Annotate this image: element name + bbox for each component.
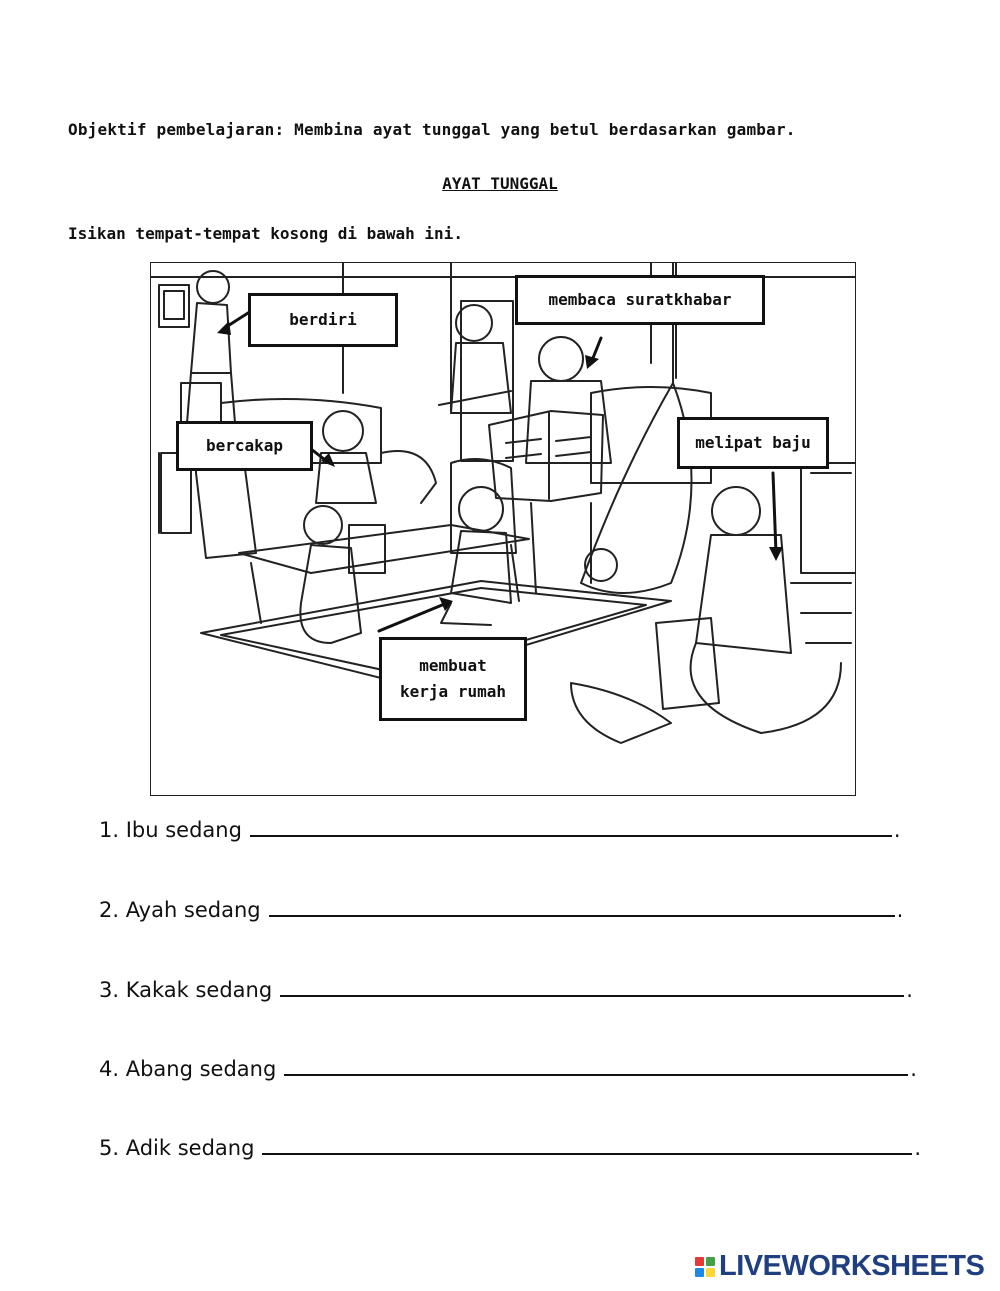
question-5: 5. Adik sedang .: [99, 1136, 922, 1160]
instruction-text: Isikan tempat-tempat kosong di bawah ini.: [68, 224, 463, 243]
question-4: 4. Abang sedang .: [99, 1057, 917, 1081]
answer-blank-1[interactable]: [250, 834, 892, 837]
question-1-text: 1. Ibu sedang: [99, 818, 242, 842]
answer-blank-2[interactable]: [269, 914, 895, 917]
label-membaca-suratkhabar: membaca suratkhabar: [515, 275, 765, 325]
question-4-text: 4. Abang sedang: [99, 1057, 277, 1081]
label-membuat-kerja-rumah: membuat kerja rumah: [379, 637, 527, 721]
logo-brand-text: LIVEWORKSHEETS: [719, 1250, 985, 1282]
answer-blank-3[interactable]: [280, 994, 904, 997]
label-bercakap: bercakap: [176, 421, 313, 471]
liveworksheets-logo[interactable]: [695, 1250, 984, 1283]
family-scene-illustration: [150, 262, 856, 796]
label-berdiri: berdiri: [248, 293, 398, 347]
learning-objective: Objektif pembelajaran: Membina ayat tunggal yang betul berdasarkan gambar.: [68, 120, 796, 139]
question-3-text: 3. Kakak sedang: [99, 978, 273, 1002]
question-3: 3. Kakak sedang .: [99, 978, 913, 1002]
question-2-text: 2. Ayah sedang: [99, 898, 261, 922]
question-2: 2. Ayah sedang .: [99, 898, 904, 922]
answer-blank-4[interactable]: [284, 1073, 908, 1076]
logo-cube-icon: [695, 1257, 715, 1277]
worksheet-heading: AYAT TUNGGAL: [442, 174, 558, 193]
answer-blank-5[interactable]: [262, 1152, 912, 1155]
question-5-text: 5. Adik sedang: [99, 1136, 255, 1160]
label-melipat-baju: melipat baju: [677, 417, 829, 469]
question-1: 1. Ibu sedang .: [99, 818, 901, 842]
